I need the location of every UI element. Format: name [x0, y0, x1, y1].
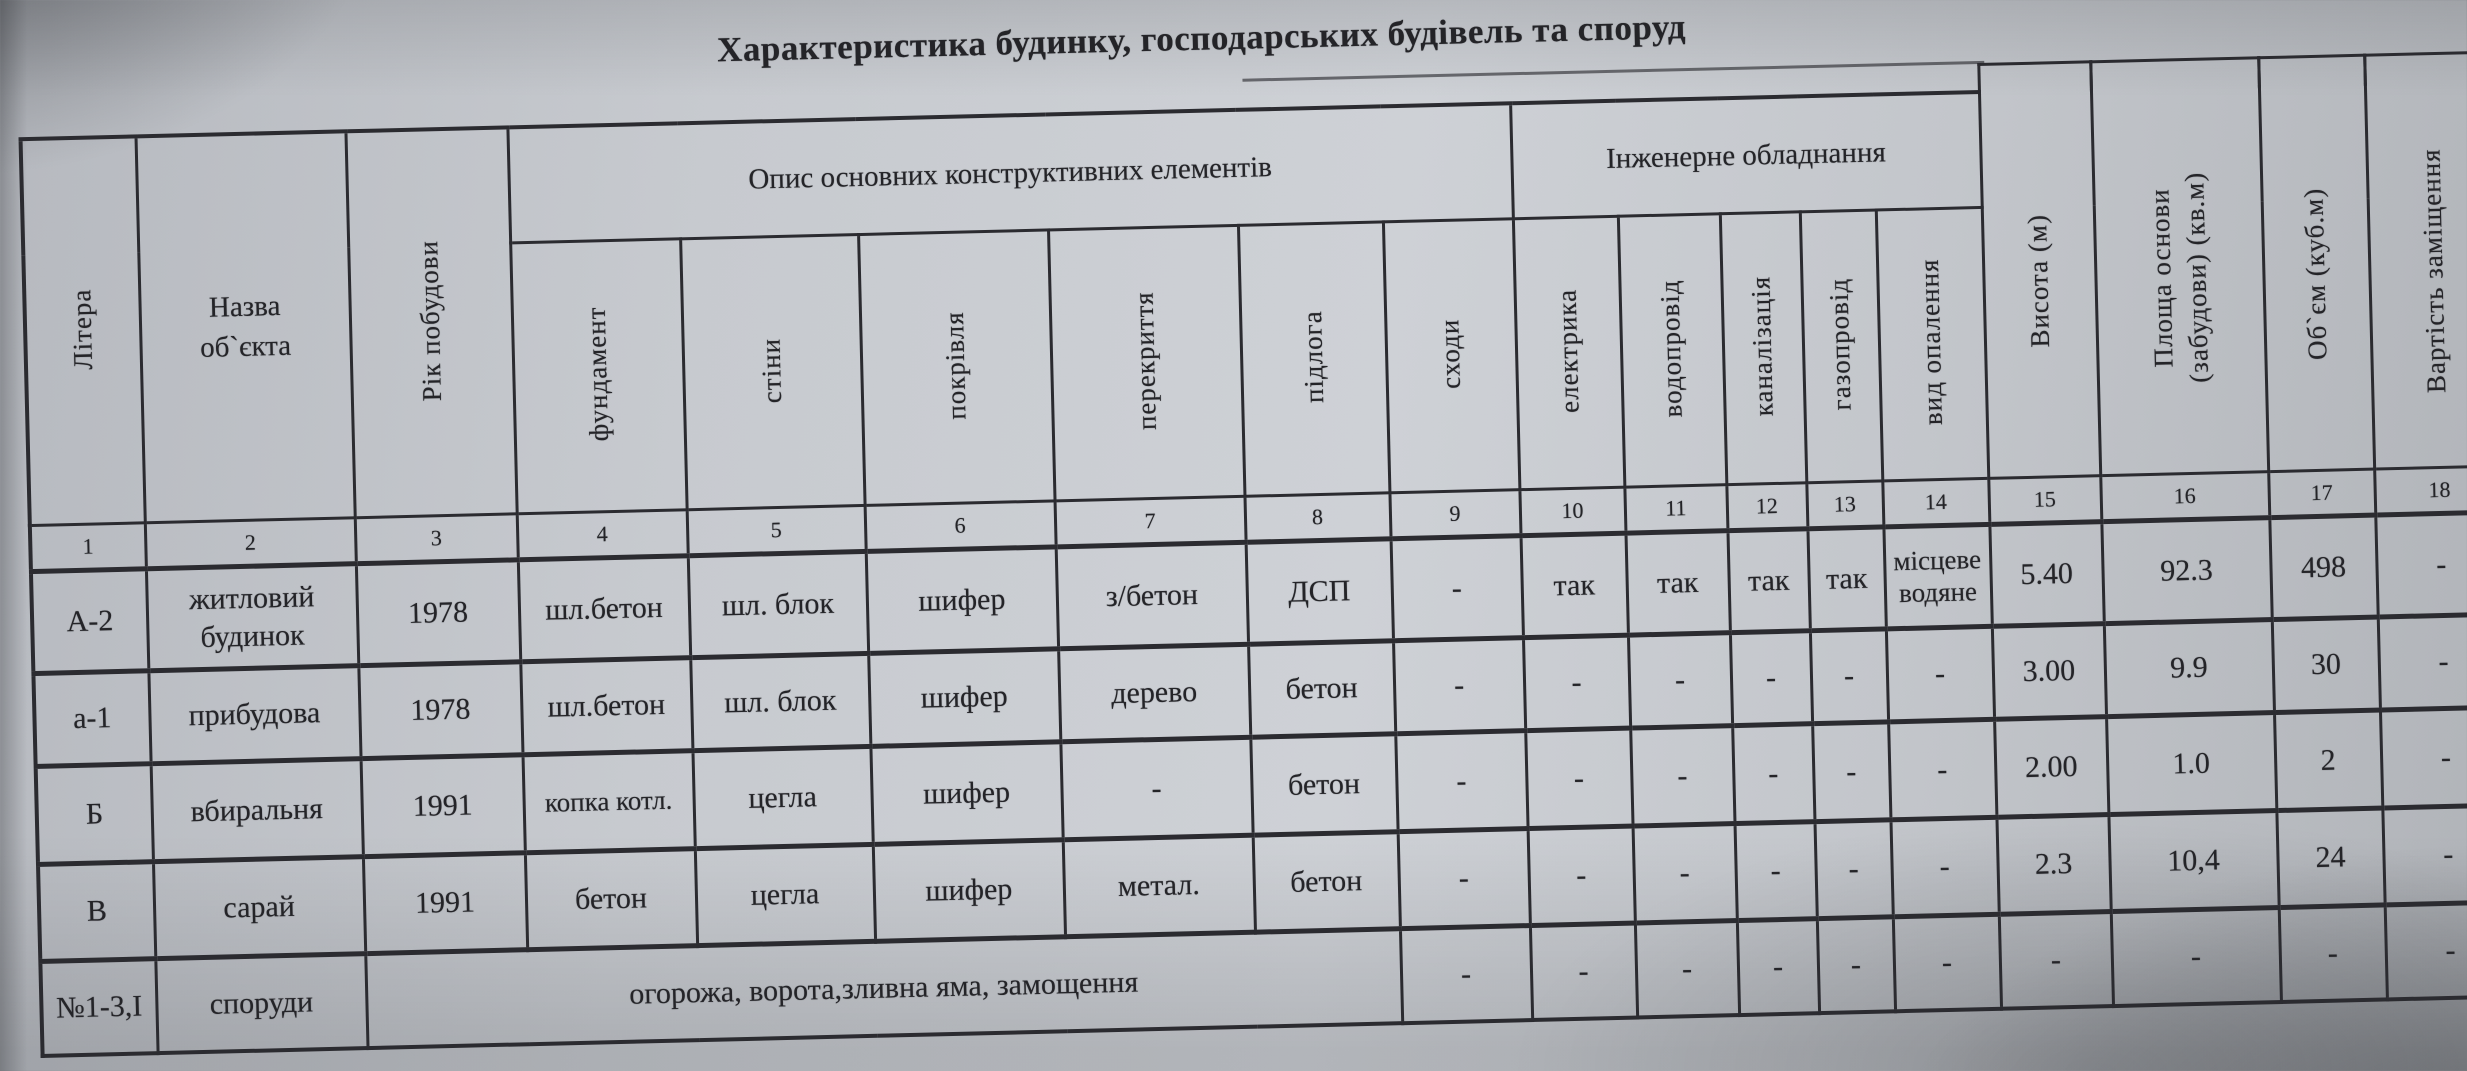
- table-cell: 1.0: [2106, 713, 2276, 815]
- header-cap: [1977, 60, 2093, 95]
- table-cell: -: [1810, 629, 1888, 724]
- table-cell: -: [1812, 722, 1890, 822]
- table-cell: -: [2385, 902, 2467, 1000]
- table-cell: -: [1886, 626, 1994, 722]
- table-cell: шифер: [868, 649, 1060, 747]
- col-number: 9: [1389, 490, 1520, 539]
- table-cell: 2.3: [1996, 815, 2110, 915]
- table-cell: копка котл.: [523, 751, 695, 853]
- table-cell: -: [1737, 919, 1819, 1015]
- table-cell: 498: [2269, 515, 2377, 620]
- table-cell: так: [1727, 529, 1809, 633]
- table-cell: -: [1398, 829, 1530, 929]
- table-cell: -: [1999, 912, 2113, 1009]
- table-cell: ДСП: [1246, 539, 1393, 644]
- table-cell: 3.00: [1992, 624, 2106, 720]
- page-title: Характеристика будинку, господарських будівель та споруд: [716, 7, 1687, 70]
- col-number: 3: [355, 514, 518, 564]
- table-cell: -: [1730, 631, 1812, 726]
- table-cell: прибудова: [148, 666, 360, 764]
- table-cell: шл.бетон: [520, 658, 692, 755]
- col-header-label: вид опалення: [1914, 258, 1949, 426]
- table-cell: 92.3: [2101, 518, 2271, 624]
- col-number: 8: [1244, 493, 1390, 542]
- table-cell: -: [1395, 731, 1527, 832]
- col-header-label: підлога: [1296, 309, 1330, 404]
- table-cell: -: [1888, 719, 1996, 820]
- col-header-rik: [345, 127, 516, 517]
- col-header-perekryttya: [1048, 225, 1244, 500]
- col-number: 16: [2100, 472, 2269, 522]
- table-cell: -: [1890, 817, 1998, 917]
- col-header-label: газопровід: [1823, 277, 1858, 411]
- col-header-label: стіни: [755, 336, 788, 403]
- table-cell: -: [1525, 728, 1632, 829]
- table-cell: шифер: [866, 547, 1058, 654]
- table-cell: 1978: [356, 560, 520, 666]
- col-header-vartist: [2365, 80, 2467, 470]
- col-header-kanalizatsiya: [1720, 212, 1807, 485]
- col-header-label: електрика: [1551, 288, 1585, 413]
- col-header-obyem: [2259, 83, 2374, 472]
- table-cell: 2.00: [1994, 717, 2108, 818]
- table-cell: житловий будинок: [146, 564, 358, 671]
- col-header-label: перекриття: [1128, 290, 1163, 431]
- table-cell: -: [1893, 914, 2001, 1011]
- col-header-vysota: [1979, 89, 2100, 478]
- table-cell: цегла: [695, 844, 875, 945]
- col-header-label: Площа основи (забудови) (кв.м): [2144, 170, 2215, 383]
- table-cell: 30: [2272, 617, 2380, 713]
- table-cell: А-2: [31, 569, 148, 674]
- col-header-label: покрівля: [939, 310, 973, 420]
- table-cell: шл. блок: [690, 653, 870, 750]
- col-number: 11: [1624, 485, 1727, 533]
- table-cell: вбиральня: [151, 759, 363, 862]
- col-number: 4: [517, 510, 688, 560]
- table-cell: 1991: [361, 755, 525, 857]
- col-number: 1: [30, 523, 146, 572]
- table-cell: -: [1630, 726, 1734, 826]
- table-cell: 1991: [363, 853, 527, 954]
- header-cap: [2089, 56, 2261, 92]
- col-header-fundament: [510, 239, 686, 514]
- table-cell: шл.бетон: [518, 556, 690, 662]
- col-header-hazoprovid: [1800, 210, 1883, 483]
- col-number: 6: [865, 501, 1056, 552]
- table-cell: дерево: [1058, 644, 1250, 742]
- table-cell: бетон: [525, 849, 697, 950]
- table-cell: -: [1732, 724, 1814, 824]
- header-cap: [2257, 54, 2367, 89]
- col-header-label: водопровід: [1654, 278, 1689, 418]
- table-cell: бетон: [1253, 832, 1400, 932]
- table-cell: бетон: [1248, 641, 1395, 737]
- table-cell: а-1: [33, 671, 150, 767]
- table-cell: -: [2380, 707, 2467, 808]
- col-header-label: Рік побудови: [413, 239, 448, 402]
- col-number: 18: [2374, 466, 2467, 515]
- table-cell: -: [2279, 905, 2387, 1002]
- table-cell: -: [1400, 926, 1532, 1024]
- col-header-label: фундамент: [581, 306, 615, 442]
- table-cell: 9.9: [2104, 620, 2274, 717]
- table-cell: 10,4: [2108, 811, 2278, 912]
- table-cell: 1978: [358, 662, 522, 759]
- table-cell: так: [1625, 531, 1729, 635]
- col-header-pokrivlya: [858, 230, 1054, 505]
- col-number: 13: [1806, 481, 1883, 529]
- table-cell: шифер: [870, 742, 1062, 845]
- table-cell: -: [1393, 638, 1525, 734]
- col-header-vodoprovid: [1618, 214, 1726, 487]
- col-number: 12: [1726, 483, 1807, 531]
- col-header-elektryka: [1513, 216, 1624, 489]
- table-cell: №1-3,І: [40, 959, 157, 1056]
- table-cell: споруди: [155, 954, 367, 1054]
- table-cell: -: [1633, 824, 1737, 923]
- table-cell: -: [1635, 921, 1739, 1018]
- table-cell: -: [1814, 820, 1892, 919]
- group-header-construction: Опис основних конструктивних елементів: [507, 103, 1512, 243]
- table-cell: -: [1628, 633, 1732, 728]
- col-number: 5: [687, 505, 866, 555]
- table-cell: Б: [36, 764, 153, 865]
- col-header-label: каналізація: [1745, 275, 1780, 417]
- col-number: 15: [1988, 476, 2101, 525]
- table-cell: 5.40: [1989, 522, 2103, 627]
- col-header-litera: [21, 136, 145, 525]
- col-header-label: Вартість заміщення: [2415, 148, 2452, 394]
- table-cell: шл. блок: [688, 551, 868, 657]
- col-header-pidloha: [1238, 222, 1389, 496]
- table-cell: -: [1735, 822, 1817, 921]
- table-cell-structures-description: огорожа, ворота,зливна яма, замощення: [365, 929, 1402, 1048]
- table-cell: -: [2382, 805, 2467, 905]
- table-cell: сарай: [153, 857, 365, 959]
- header-cap: [2363, 51, 2467, 86]
- col-header-label: Об`єм (куб.м): [2298, 187, 2333, 361]
- col-header-label: Літера: [66, 287, 99, 370]
- table-cell: В: [38, 862, 155, 962]
- table-cell: так: [1807, 527, 1885, 631]
- table-cell: -: [2375, 512, 2467, 617]
- table-cell: -: [2111, 908, 2281, 1007]
- col-number: 14: [1882, 478, 1989, 527]
- col-header-stiny: [680, 235, 864, 510]
- table-cell: бетон: [1250, 734, 1397, 835]
- table-cell: -: [1530, 923, 1637, 1020]
- col-number: 2: [145, 518, 356, 569]
- table-cell: метал.: [1063, 835, 1255, 937]
- col-number: 17: [2268, 469, 2375, 518]
- table-cell: 2: [2274, 710, 2382, 811]
- paper-edge-line: [1242, 61, 1984, 82]
- col-header-ploshcha: [2091, 85, 2268, 475]
- table-cell: 24: [2276, 808, 2384, 908]
- col-header-skhody: [1383, 219, 1519, 493]
- col-header-nazva: Назва об`єкта: [136, 131, 355, 522]
- table-cell: так: [1521, 533, 1628, 637]
- col-header-label: Висота (м): [2022, 213, 2056, 348]
- table-cell: цегла: [692, 746, 872, 848]
- table-cell: -: [1528, 826, 1635, 926]
- group-header-engineering: Інженерне обладнання: [1510, 92, 1982, 219]
- table-cell: місцеве водяне: [1883, 524, 1991, 629]
- col-header-vyd-opalennya: [1876, 207, 1988, 480]
- table-cell: шифер: [873, 840, 1065, 942]
- table-cell: з/бетон: [1056, 542, 1248, 649]
- table-cell: -: [2378, 614, 2467, 710]
- characteristics-table: [18, 78, 2467, 1058]
- col-header-label: сходи: [1434, 317, 1467, 389]
- table-cell: -: [1391, 536, 1523, 641]
- table-cell: -: [1060, 737, 1252, 840]
- table-cell: -: [1817, 917, 1895, 1013]
- table-cell: -: [1523, 635, 1630, 731]
- col-number: 10: [1519, 487, 1625, 536]
- col-number: 7: [1055, 496, 1246, 547]
